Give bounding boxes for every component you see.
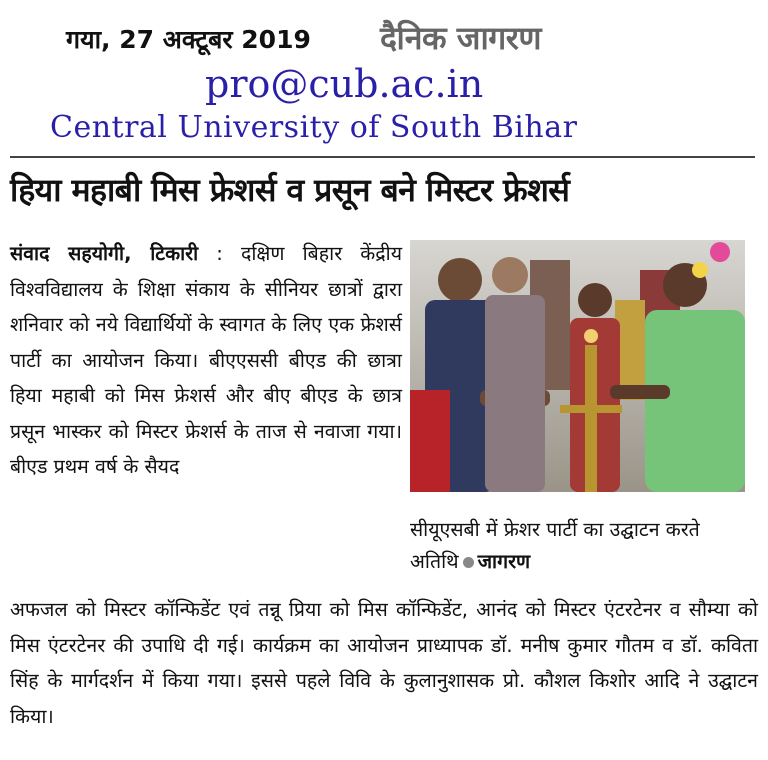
- divider: [10, 156, 755, 158]
- university-name: Central University of South Bihar: [50, 110, 578, 145]
- newspaper-name: दैनिक जागरण: [380, 19, 542, 57]
- article-photo: [410, 240, 745, 492]
- dateline: गया, 27 अक्टूबर 2019: [66, 25, 311, 54]
- article-continued-text: अफजल को मिस्टर कॉन्फिडेंट एवं तन्नू प्रिया को मिस कॉन्फिडेंट, आनंद को मिस्टर एंटरटेनर व सौम्या को मिस एंटरटेनर की उपाधि दी गई। कार्यक्रम का आयोजन प्राध्यापक डॉ. मनीष कुमार गौतम व डॉ. कविता सिंह के मार्गदर्शन में किया गया। इससे पहले विवि के कुलानुशासक प्रो. कौशल किशोर आदि ने उद्घाटन किया।: [10, 598, 758, 728]
- article-headline: हिया महाबी मिस फ्रेशर्स व प्रसून बने मिस्टर फ्रेशर्स: [10, 171, 570, 209]
- contact-email: pro@cub.ac.in: [205, 62, 484, 106]
- clipping-header: [0, 6, 768, 56]
- photo-caption-text: सीयूएसबी में फ्रेशर पार्टी का उद्घाटन करते अतिथि: [410, 518, 700, 573]
- photo-credit: जागरण: [477, 550, 531, 573]
- lamp-lighting-photo: [410, 240, 745, 492]
- article-lead-column: [10, 236, 402, 485]
- bullet-icon: [463, 557, 474, 568]
- article-lead-text: : दक्षिण बिहार केंद्रीय विश्वविद्यालय के शिक्षा संकाय के सीनियर छात्रों द्वारा शनिवार को नये विद्यार्थियों के स्वागत के लिए एक फ्रेशर्स पार्टी का आयोजन किया। बीएएससी बीएड की छात्रा हिया महाबी को मिस फ्रेशर्स और बीए बीएड के छात्र प्रसून भास्कर को मिस्टर फ्रेशर्स के ताज से नवाजा गया। बीएड प्रथम वर्ष के सैयद: [10, 242, 403, 478]
- photo-caption: [410, 514, 750, 578]
- article-byline: संवाद सहयोगी, टिकारी: [10, 242, 199, 265]
